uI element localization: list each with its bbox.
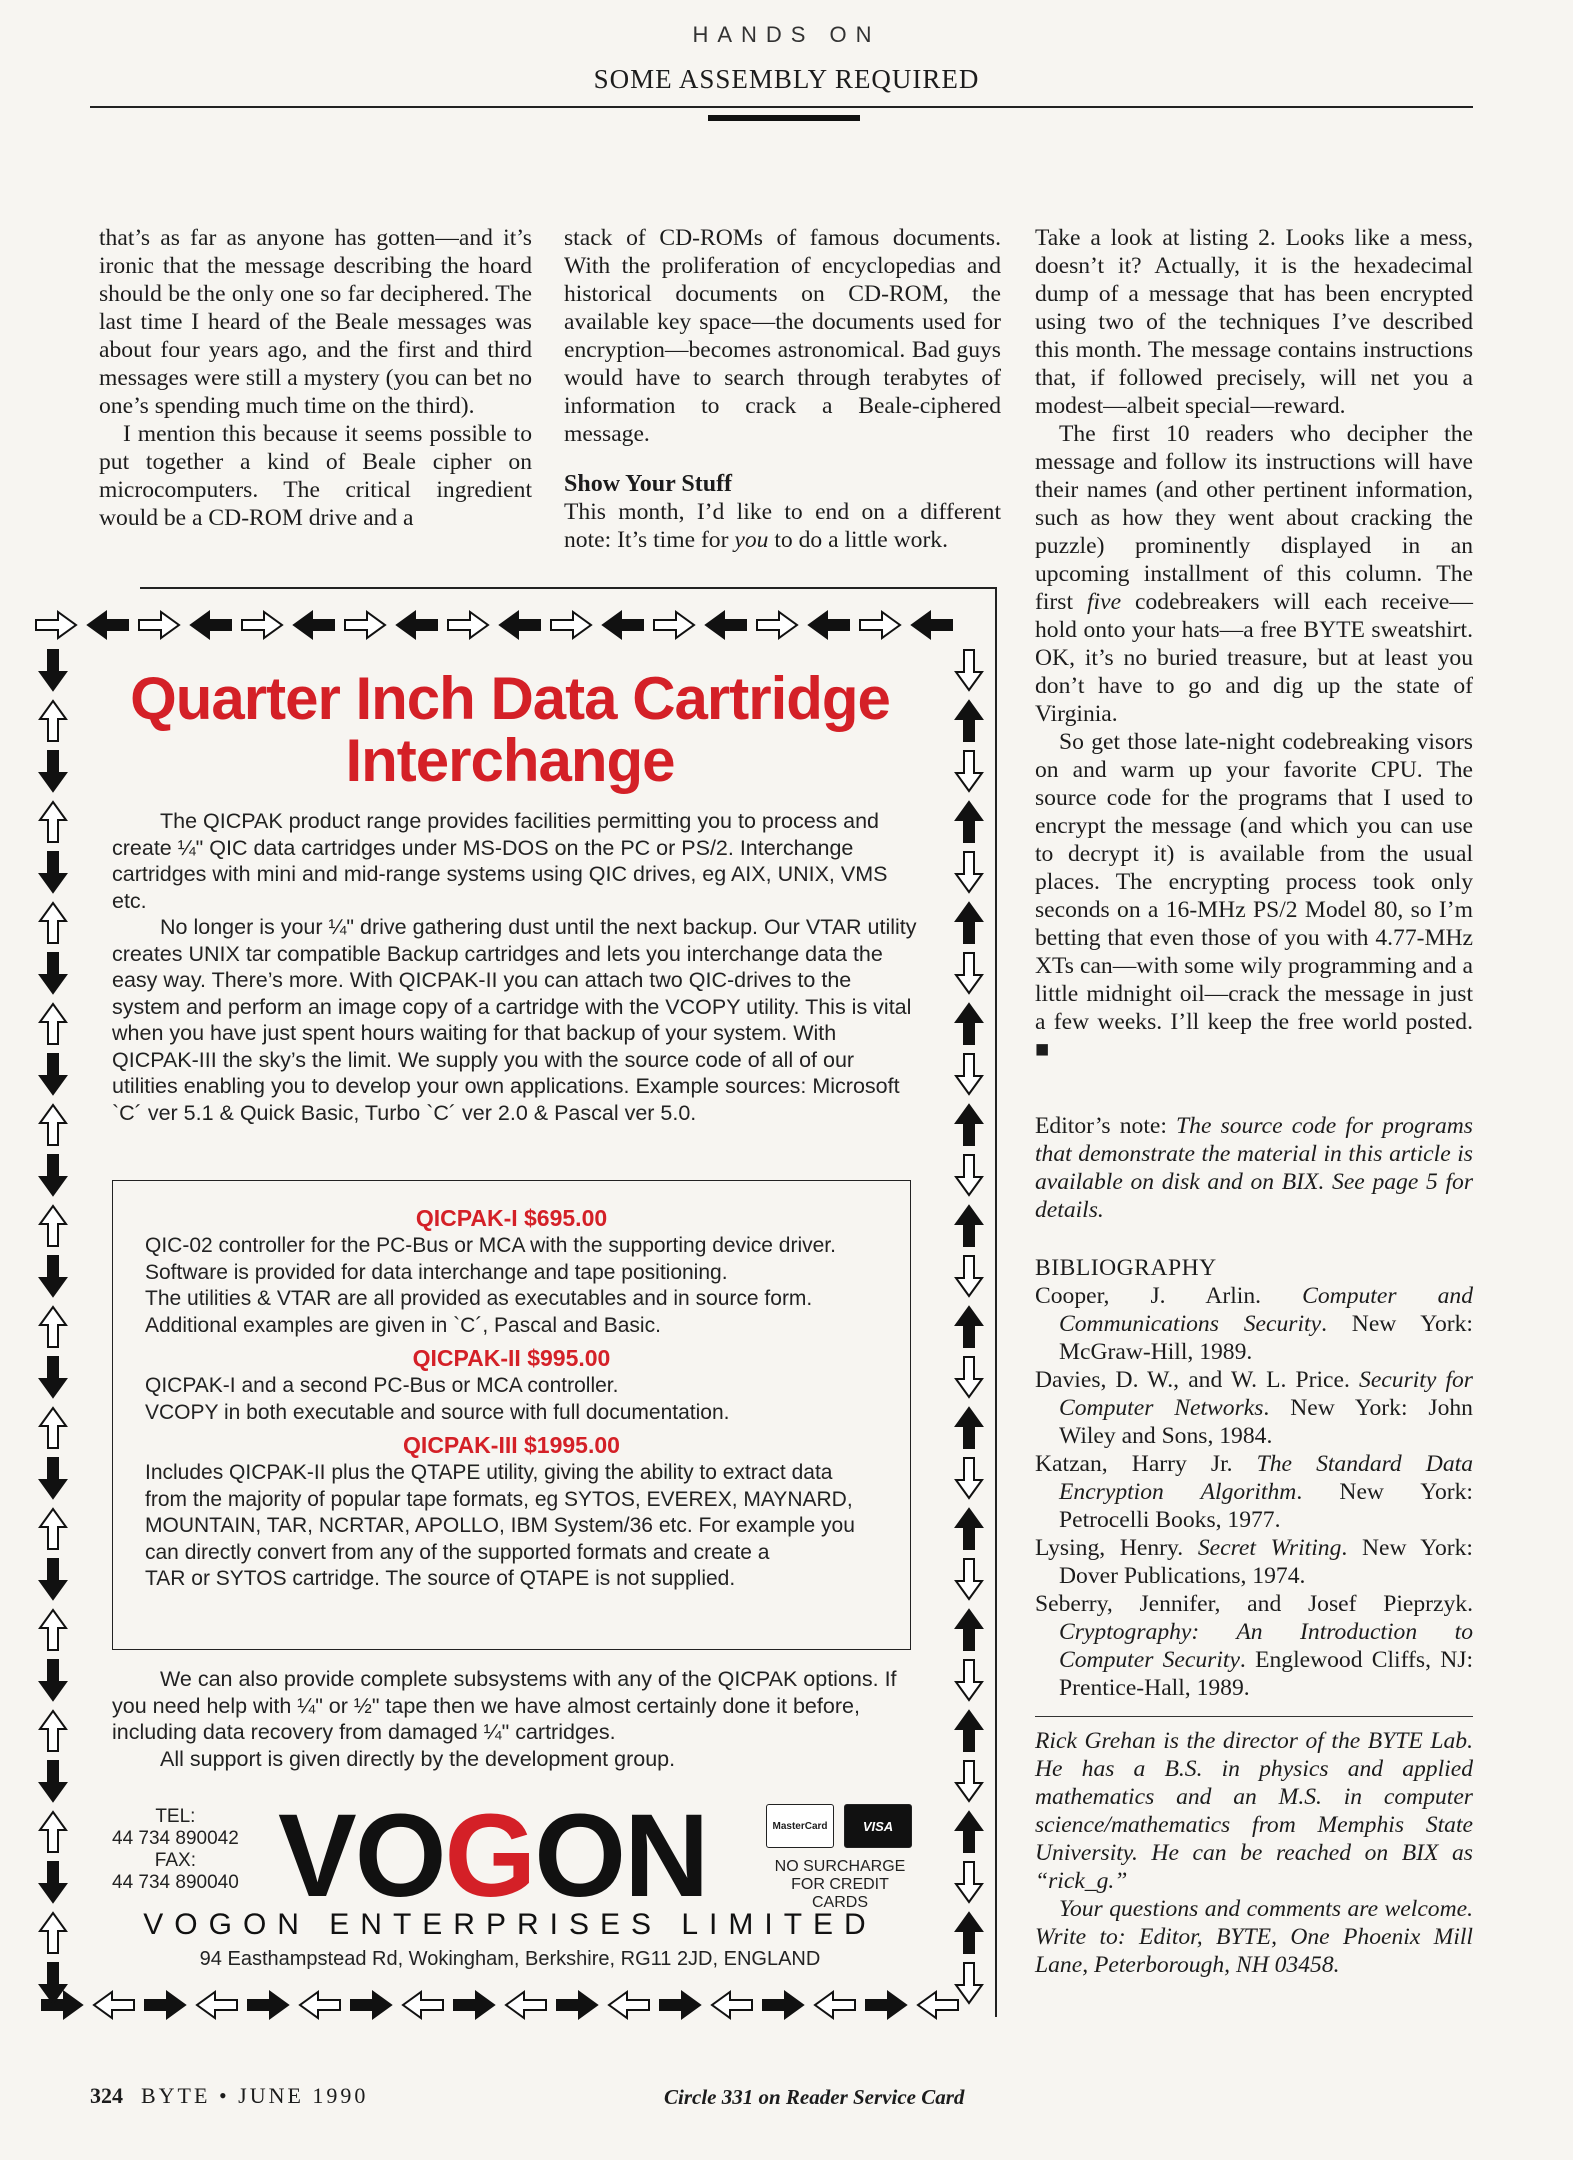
product-line: Includes QICPAK-II plus the QTAPE utility, giving the ability to extract data xyxy=(145,1461,833,1484)
down-arrow-icon xyxy=(38,1658,68,1702)
bib-publisher: . Englewood Cliffs, NJ: Prentice-Hall, 1989. xyxy=(1059,1647,1473,1701)
visa-logo xyxy=(844,1804,912,1848)
right-arrow-icon xyxy=(246,1990,290,2020)
reader-service-note: Circle 331 on Reader Service Card xyxy=(664,2085,965,2109)
up-arrow-icon xyxy=(38,901,68,945)
paragraph: stack of CD-ROMs of famous documents. With the proliferation of encyclopedias and historical documents on CD-ROM, the available key space—the documents used for encryption—becomes astronomical. Bad guys would have to search through terabytes of information to crack a Beale-ciphered message. xyxy=(564,225,1001,447)
price-list-box xyxy=(112,1180,911,1650)
bib-title: Computer and Communications Security xyxy=(1059,1283,1473,1337)
down-arrow-icon xyxy=(954,951,984,995)
product-name: QICPAK-III $1995.00 xyxy=(403,1432,620,1458)
left-arrow-icon xyxy=(92,1990,136,2020)
no-surcharge-note: NO SURCHARGE FOR CREDIT CARDS xyxy=(774,1858,906,1911)
down-arrow-icon xyxy=(954,1658,984,1702)
emphasis: five xyxy=(1086,589,1122,615)
ad-right-rule xyxy=(995,587,997,2017)
down-arrow-icon xyxy=(38,850,68,894)
up-arrow-icon xyxy=(38,1810,68,1854)
left-arrow-icon xyxy=(395,610,439,640)
product-line: TAR or SYTOS cartridge. The source of QTAPE is not supplied. xyxy=(145,1567,736,1590)
product-line: Additional examples are given in `C´, Pascal and Basic. xyxy=(145,1313,661,1337)
header-bar xyxy=(708,115,860,121)
page-folio xyxy=(90,2083,368,2109)
logo-g: G xyxy=(444,1790,535,1922)
up-arrow-icon xyxy=(38,1406,68,1450)
ad-paragraph: The QICPAK product range provides facilities permitting you to process and create ¼" QIC data cartridges under MS-DOS on the PC or PS/2. Interchange cartridges with mini and mid-range systems using QIC drives, eg AIX, UNIX, VMS etc. xyxy=(112,809,888,913)
bib-publisher: . New York: Petrocelli Books, 1977. xyxy=(1059,1479,1473,1533)
bib-author: Davies, D. W., and W. L. Price. xyxy=(1035,1367,1360,1393)
up-arrow-icon xyxy=(954,1406,984,1450)
emphasis: you xyxy=(734,527,769,553)
article-column-3 xyxy=(1035,224,1473,1979)
product-line: QIC-02 controller for the PC-Bus or MCA with the supporting device driver. xyxy=(145,1234,836,1257)
logo-text: VO xyxy=(278,1790,445,1922)
subheading: Show Your Stuff xyxy=(564,471,733,497)
bib-title: The Standard Data Encryption Algorithm xyxy=(1059,1451,1473,1505)
magazine-issue: BYTE • JUNE 1990 xyxy=(141,2083,369,2108)
down-arrow-icon xyxy=(38,1759,68,1803)
bibliography-entry xyxy=(1035,1450,1473,1534)
down-arrow-icon xyxy=(38,1254,68,1298)
up-arrow-icon xyxy=(954,1507,984,1551)
down-arrow-icon xyxy=(38,1961,68,2005)
up-arrow-icon xyxy=(38,1608,68,1652)
up-arrow-icon xyxy=(954,1911,984,1955)
up-arrow-icon xyxy=(954,1810,984,1854)
paragraph: Take a look at listing 2. Looks like a mess, doesn’t it? Actually, it is the hexadecimal dump of a message that has been encrypted using two of the techniques I’ve described this month. The message contains instructions that, if followed precisely, will net you a modest—albeit special—reward. xyxy=(1035,225,1473,419)
down-arrow-icon xyxy=(954,1355,984,1399)
text: codebreakers will each receive—hold onto your hats—a free BYTE sweatshirt. OK, it’s no buried treasure, but at least you don’t have to go and dig up the state of Virginia. xyxy=(1035,589,1473,727)
product-line: The utilities & VTAR are all provided as executables and in source form. xyxy=(145,1287,813,1310)
left-arrow-icon xyxy=(195,1990,239,2020)
product-line: MOUNTAIN, TAR, NCRTAR, APOLLO, IBM System/36 etc. For example you xyxy=(145,1514,855,1537)
down-arrow-icon xyxy=(954,749,984,793)
right-arrow-icon xyxy=(555,1990,599,2020)
ad-intro xyxy=(112,808,920,1126)
down-arrow-icon xyxy=(954,1456,984,1500)
right-arrow-icon xyxy=(452,1990,496,2020)
paragraph: that’s as far as anyone has gotten—and it’s ironic that the message describing the hoard should be the only one so far deciphered. The last time I heard of the Beale messages was about four years ago, and the first and third messages were still a mystery (you can bet no one’s spending much time on the third). xyxy=(99,225,532,419)
down-arrow-icon xyxy=(38,648,68,692)
left-arrow-icon xyxy=(807,610,851,640)
down-arrow-icon xyxy=(954,1052,984,1096)
left-arrow-icon xyxy=(704,610,748,640)
down-arrow-icon xyxy=(954,1153,984,1197)
up-arrow-icon xyxy=(954,1103,984,1147)
card-label: VISA xyxy=(862,1818,894,1834)
right-arrow-icon xyxy=(34,610,78,640)
up-arrow-icon xyxy=(954,1709,984,1753)
text: The first 10 readers who decipher the message and follow its instructions will have their names (and other pertinent information, such as how they went about cracking the puzzle) prominently displayed in an upcoming installment of this column. The first xyxy=(1035,421,1473,615)
left-arrow-icon xyxy=(498,610,542,640)
right-arrow-icon xyxy=(658,1990,702,2020)
tel-label: TEL: xyxy=(155,1806,196,1827)
up-arrow-icon xyxy=(38,1103,68,1147)
right-arrow-icon xyxy=(864,1990,908,2020)
ad-paragraph: All support is given directly by the development group. xyxy=(160,1746,676,1771)
down-arrow-icon xyxy=(38,1557,68,1601)
left-arrow-icon xyxy=(189,610,233,640)
end-mark: ■ xyxy=(1035,1037,1050,1063)
left-arrow-icon xyxy=(910,610,954,640)
article-column-1 xyxy=(99,224,532,532)
bibliography-list xyxy=(1035,1282,1473,1702)
bibliography-entry xyxy=(1035,1590,1473,1702)
left-arrow-icon xyxy=(298,1990,342,2020)
bib-author: Katzan, Harry Jr. xyxy=(1035,1451,1257,1477)
left-arrow-icon xyxy=(607,1990,651,2020)
right-arrow-icon xyxy=(652,610,696,640)
down-arrow-icon xyxy=(38,1052,68,1096)
editor-note xyxy=(1035,1112,1473,1224)
down-arrow-icon xyxy=(38,1456,68,1500)
right-arrow-icon xyxy=(240,610,284,640)
text: So get those late-night codebreaking visors on and warm up your favorite CPU. The source code for the programs that I used to encrypt the message (and which you can use to decrypt it) is available from the usual places. The encrypting process took only seconds on a 16-MHz PS/2 Model 80, so I’m betting that even those of you with 4.77-MHz XTs can—with some wily programming and a little midnight oil—crack the message in just a few weeks. I’ll keep the free world posted. xyxy=(1035,729,1473,1035)
product-line: from the majority of popular tape formats, eg SYTOS, EVEREX, MAYNARD, xyxy=(145,1487,853,1511)
mastercard-logo xyxy=(766,1804,834,1848)
ad-support xyxy=(112,1666,920,1772)
bib-publisher: . New York: McGraw-Hill, 1989. xyxy=(1059,1311,1473,1365)
ad-top-rule xyxy=(140,587,997,589)
down-arrow-icon xyxy=(954,1254,984,1298)
paragraph xyxy=(564,498,1001,554)
right-arrow-icon xyxy=(755,610,799,640)
paragraph xyxy=(1035,728,1473,1064)
left-arrow-icon xyxy=(916,1990,960,2020)
bib-publisher: . New York: John Wiley and Sons, 1984. xyxy=(1059,1395,1473,1449)
text: This month, I’d like to end on a different note: It’s time for xyxy=(564,499,1001,553)
right-arrow-icon xyxy=(858,610,902,640)
bibliography-heading: BIBLIOGRAPHY xyxy=(1035,1255,1217,1281)
bib-title: Secret Writing xyxy=(1197,1535,1342,1561)
ad-headline-line-2: Interchange xyxy=(345,727,675,794)
left-arrow-icon xyxy=(710,1990,754,2020)
left-arrow-icon xyxy=(86,610,130,640)
up-arrow-icon xyxy=(38,800,68,844)
bib-author: Cooper, J. Arlin. xyxy=(1035,1283,1303,1309)
up-arrow-icon xyxy=(954,1305,984,1349)
up-arrow-icon xyxy=(38,699,68,743)
bib-title: Cryptography: An Introduction to Computer Security xyxy=(1059,1619,1473,1673)
contact-text: Your questions and comments are welcome. Write to: Editor, BYTE, One Phoenix Mill Lane, Peterborough, NH 03458. xyxy=(1035,1896,1473,1978)
up-arrow-icon xyxy=(38,1204,68,1248)
up-arrow-icon xyxy=(954,1002,984,1046)
left-arrow-icon xyxy=(401,1990,445,2020)
bib-author: Seberry, Jennifer, and Josef Pieprzyk. xyxy=(1035,1591,1473,1617)
company-address: 94 Easthampstead Rd, Wokingham, Berkshire, RG11 2JD, ENGLAND xyxy=(199,1948,821,1970)
right-arrow-icon xyxy=(549,610,593,640)
down-arrow-icon xyxy=(38,1153,68,1197)
ad-paragraph: No longer is your ¼" drive gathering dust until the next backup. Our VTAR utility creates UNIX tar compatible Backup cartridges and lets you interchange data the easy way. There’s more. With QICPAK-II you can attach two QIC-drives to the system and perform an image copy of a cartridge with the VCOPY utility. This is vital when you have just spent hours waiting for that backup of your system. With QICPAK-III the sky’s the limit. We supply you with the source code of all of our utilities enabling you to develop your own applications. Example sources: Microsoft `C´ ver 5.1 & Quick Basic, Turbo `C´ ver 2.0 & Pascal ver 5.0. xyxy=(112,915,917,1125)
ad-paragraph: We can also provide complete subsystems with any of the QICPAK options. If you need help with ¼" or ½" tape then we have almost certainly done it before, including data recovery from damaged ¼" cartridges. xyxy=(112,1667,897,1744)
bio-text: Rick Grehan is the director of the BYTE Lab. He has a B.S. in physics and applied mathematics and an M.S. in computer science/mathematics from Memphis State University. He can be reached on BIX as “rick_g.” xyxy=(1035,1728,1473,1894)
contact-numbers xyxy=(112,1806,239,1894)
up-arrow-icon xyxy=(38,1002,68,1046)
fax-label: FAX: xyxy=(154,1850,196,1871)
product-description xyxy=(113,1233,910,1339)
bib-publisher: . New York: Dover Publications, 1974. xyxy=(1059,1535,1473,1589)
up-arrow-icon xyxy=(954,800,984,844)
down-arrow-icon xyxy=(954,1759,984,1803)
bibliography-entry xyxy=(1035,1282,1473,1366)
up-arrow-icon xyxy=(954,901,984,945)
left-arrow-icon xyxy=(504,1990,548,2020)
down-arrow-icon xyxy=(954,1557,984,1601)
text: to do a little work. xyxy=(768,527,948,553)
bio-rule xyxy=(1035,1716,1473,1717)
right-arrow-icon xyxy=(343,610,387,640)
company-name: VOGON ENTERPRISES LIMITED xyxy=(143,1908,877,1941)
left-arrow-icon xyxy=(813,1990,857,2020)
right-arrow-icon xyxy=(137,610,181,640)
fax-number: 44 734 890040 xyxy=(112,1872,239,1893)
vogon-logo xyxy=(278,1790,708,1922)
bib-title: Security for Computer Networks xyxy=(1059,1367,1473,1421)
ad-headline-line-1: Quarter Inch Data Cartridge xyxy=(130,665,890,732)
bibliography-entry xyxy=(1035,1366,1473,1450)
page-number: 324 xyxy=(90,2083,123,2108)
article-column-2 xyxy=(564,224,1001,554)
down-arrow-icon xyxy=(38,951,68,995)
tel-number: 44 734 890042 xyxy=(112,1828,239,1849)
editor-note-text: The source code for programs that demonstrate the material in this article is available on disk and on BIX. See page 5 for details. xyxy=(1035,1113,1473,1223)
bib-author: Lysing, Henry. xyxy=(1035,1535,1198,1561)
product-description xyxy=(113,1373,910,1426)
column-title: SOME ASSEMBLY REQUIRED xyxy=(593,64,980,94)
section-kicker: HANDS ON xyxy=(692,22,881,47)
right-arrow-icon xyxy=(349,1990,393,2020)
author-bio xyxy=(1035,1727,1473,1979)
paragraph: I mention this because it seems possible to put together a kind of Beale cipher on microcomputers. The critical ingredient would be a CD-ROM drive and a xyxy=(99,421,532,531)
left-arrow-icon xyxy=(292,610,336,640)
down-arrow-icon xyxy=(954,850,984,894)
card-label: MasterCard xyxy=(772,1820,828,1832)
paragraph xyxy=(1035,420,1473,728)
editor-note-label: Editor’s note: xyxy=(1035,1113,1177,1139)
logo-text: ON xyxy=(534,1790,708,1922)
product-name: QICPAK-I $695.00 xyxy=(415,1205,608,1231)
down-arrow-icon xyxy=(38,749,68,793)
up-arrow-icon xyxy=(954,1204,984,1248)
vogon-advertisement xyxy=(30,598,995,2038)
right-arrow-icon xyxy=(446,610,490,640)
product-name: QICPAK-II $995.00 xyxy=(412,1345,611,1371)
up-arrow-icon xyxy=(954,699,984,743)
down-arrow-icon xyxy=(38,1355,68,1399)
product-line: Software is provided for data interchange and tape positioning. xyxy=(145,1260,728,1284)
bibliography-entry xyxy=(1035,1534,1473,1590)
product-line: can directly convert from any of the supported formats and create a xyxy=(145,1540,770,1564)
down-arrow-icon xyxy=(38,1860,68,1904)
up-arrow-icon xyxy=(38,1709,68,1753)
down-arrow-icon xyxy=(954,1961,984,2005)
header-rule xyxy=(90,106,1473,108)
product-description xyxy=(113,1460,910,1593)
right-arrow-icon xyxy=(761,1990,805,2020)
down-arrow-icon xyxy=(954,1860,984,1904)
down-arrow-icon xyxy=(954,648,984,692)
up-arrow-icon xyxy=(954,1608,984,1652)
right-arrow-icon xyxy=(143,1990,187,2020)
left-arrow-icon xyxy=(601,610,645,640)
up-arrow-icon xyxy=(38,1911,68,1955)
product-line: QICPAK-I and a second PC-Bus or MCA controller. xyxy=(145,1374,619,1397)
product-line: VCOPY in both executable and source with full documentation. xyxy=(145,1400,730,1424)
up-arrow-icon xyxy=(38,1507,68,1551)
up-arrow-icon xyxy=(38,1305,68,1349)
ad-headline xyxy=(90,665,930,794)
